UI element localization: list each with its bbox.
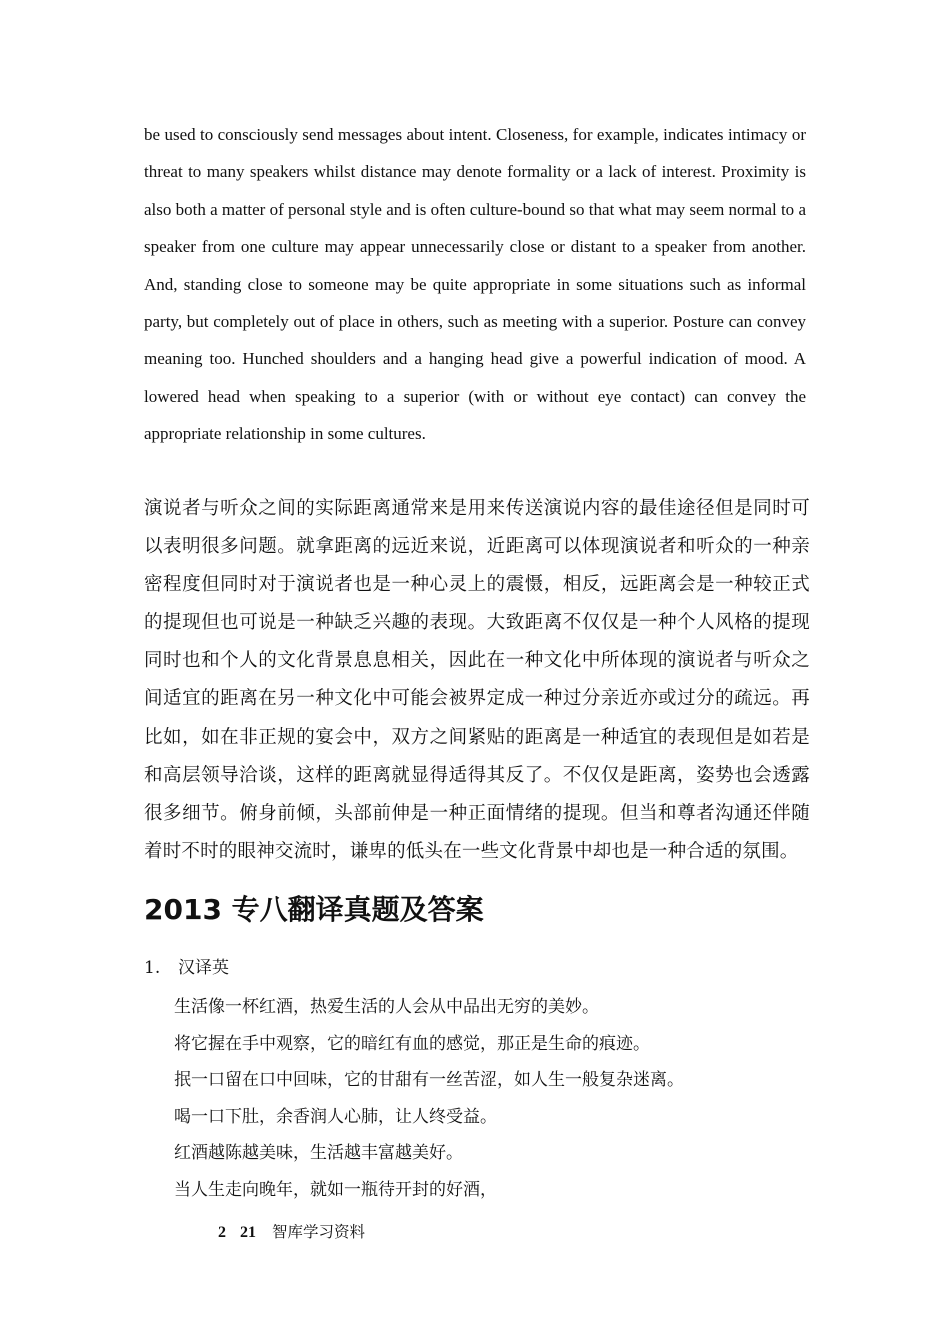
source-line: 抿一口留在口中回味，它的甘甜有一丝苦涩，如人生一般复杂迷离。 xyxy=(174,1070,684,1091)
question-label: 汉译英 xyxy=(178,958,229,978)
english-paragraph: be used to consciously send messages about intent. Closeness, for example, indicates intimacy or threat to many speakers whilst distance may denote formality or a lack of interest. Proximity is also both a matter of personal style and is often culture-bound so that what may seem normal to a speaker from one culture may appear unnecessarily close or distant to a speaker from another. And, standing close to someone may be quite appropriate in some situations such as informal party, but completely out of place in others, such as meeting with a superior. Posture can convey meaning too. Hunched shoulders and a hanging head give a powerful indication of mood. A lowered head when speaking to a superior (with or without eye contact) can convey the appropriate relationship in some cultures. xyxy=(144,125,806,444)
footer-source-label: 智库学习资料 xyxy=(272,1223,366,1241)
page-footer xyxy=(218,1218,365,1247)
source-line: 将它握在手中观察，它的暗红有血的感觉，那正是生命的痕迹。 xyxy=(174,1033,650,1054)
page-number-left: 2 xyxy=(218,1224,226,1241)
source-line: 喝一口下肚，余香润人心肺，让人终受益。 xyxy=(174,1106,497,1127)
source-line: 生活像一杯红酒，热爱生活的人会从中品出无穷的美妙。 xyxy=(174,997,599,1017)
source-line: 红酒越陈越美味，生活越丰富越美好。 xyxy=(174,1143,463,1164)
source-line: 当人生走向晚年，就如一瓶待开封的好酒， xyxy=(174,1179,497,1200)
page-number-right: 21 xyxy=(240,1224,256,1241)
question-title xyxy=(144,952,229,984)
question-number: 1. xyxy=(144,958,161,978)
source-text-lines xyxy=(174,989,684,1209)
section-heading: 2013 专八翻译真题及答案 xyxy=(144,893,484,926)
chinese-paragraph: 演说者与听众之间的实际距离通常来是用来传送演说内容的最佳途径但是同时可以表明很多问题。就拿距离的远近来说，近距离可以体现演说者和听众的一种亲密程度但同时对于演说者也是一种心灵上的震慑，相反，远距离会是一种较正式的提现但也可说是一种缺乏兴趣的表现。大致距离不仅仅是一种个人风格的提现同时也和个人的文化背景息息相关，因此在一种文化中所体现的演说者与听众之间适宜的距离在另一种文化中可能会被界定成一种过分亲近亦或过分的疏远。再比如，如在非正规的宴会中，双方之间紧贴的距离是一种适宜的表现但是如若是和高层领导洽谈，这样的距离就显得适得其反了。不仅仅是距离，姿势也会透露很多细节。俯身前倾，头部前伸是一种正面情绪的提现。但当和尊者沟通还伴随着时不时的眼神交流时，谦卑的低头在一些文化背景中却也是一种合适的氛围。 xyxy=(144,498,810,862)
